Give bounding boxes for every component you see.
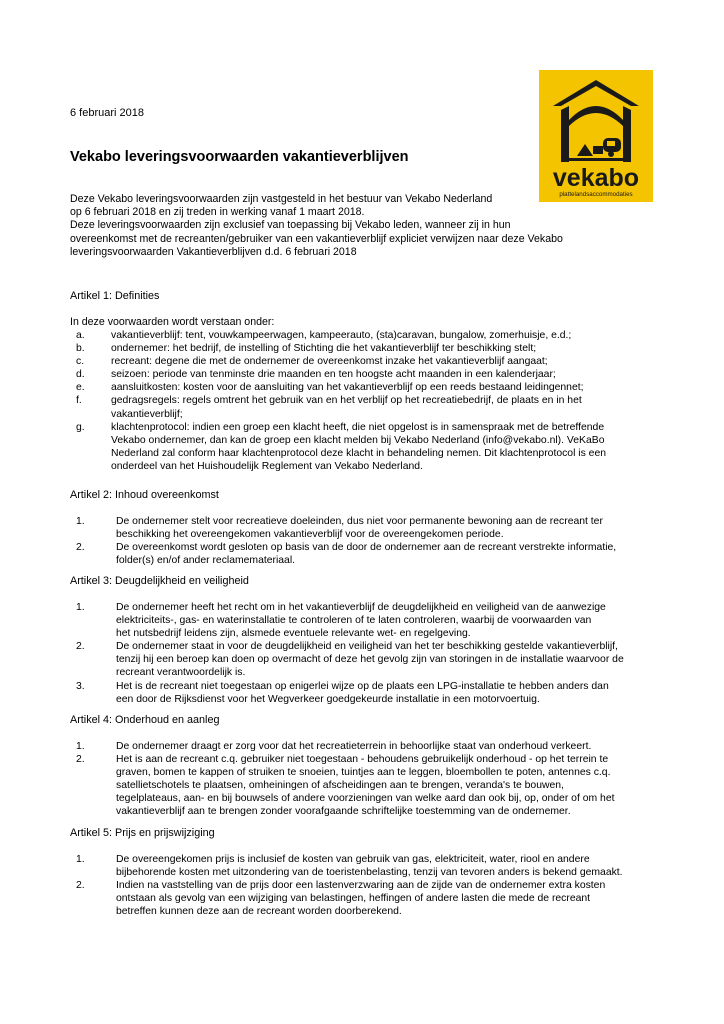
intro-line: Deze Vekabo leveringsvoorwaarden zijn vastgesteld in het bestuur van Vekabo Nederland (70, 193, 493, 205)
definition-line: vakantieverblijf: tent, vouwkampeerwagen, kampeerauto, (sta)caravan, bungalow, zomerhuisje, e.d.; (111, 330, 572, 341)
logo-brand: vekabo (552, 164, 640, 192)
item-line: een door de Rijksdienst voor het Wegverkeer goedgekeurde installatie in een motorvoertuig. (116, 693, 540, 705)
intro-line: Deze leveringsvoorwaarden zijn exclusief van toepassing bij Vekabo leden, wanneer zij in hun (70, 219, 511, 232)
definition-line: onderdeel van het Huishoudelijk Reglement van Vekabo Nederland. (111, 460, 423, 472)
definition-item (70, 381, 670, 394)
definition-letter: c. (76, 356, 85, 368)
definition-letter: b. (76, 343, 85, 355)
definition-line: Vekabo ondernemer, dan kan de groep een klacht melden bij Vekabo Nederland (info@vekabo.nl). VeKaBo (111, 434, 605, 446)
definition-letter: d. (76, 369, 85, 381)
item-line: ontstaan als gevolg van een wijziging van belastingen, heffingen of andere lasten die mede de recreant (116, 893, 591, 905)
definition-item (70, 342, 670, 355)
definition-letter: a. (76, 330, 85, 341)
logo-tagline: plattelandsaccommodaties (559, 191, 633, 198)
article-item (70, 753, 670, 818)
article-item (70, 879, 670, 918)
item-line: folder(s) en/of ander reclamemateriaal. (116, 555, 296, 567)
item-line: Indien na vaststelling van de prijs door een lastenverzwaring aan de zijde van de ondernemer extra kosten (116, 880, 606, 892)
item-number: 2. (76, 754, 85, 766)
item-number: 1. (76, 516, 85, 527)
item-line: Het is aan de recreant c.q. gebruiker niet toegestaan - behoudens gebruikelijk onderhoud - op het terrein te (116, 754, 609, 766)
vekabo-logo (539, 70, 653, 202)
definition-line: vakantieverblijf; (111, 408, 183, 420)
item-number: 3. (76, 680, 85, 692)
article-3-list (70, 601, 670, 706)
article-item (70, 515, 670, 541)
article-1-lead: In deze voorwaarden wordt verstaan onder: (70, 316, 275, 328)
article-item (70, 541, 670, 567)
intro-paragraph (70, 191, 633, 259)
item-line: De ondernemer heeft het recht om in het vakantieverblijf de deugdelijkheid en veiligheid van de aanwezige (116, 602, 606, 613)
item-line: De overeenkomst wordt gesloten op basis van de door de ondernemer aan de recreant verstrekte informatie, (116, 542, 617, 554)
item-line: De ondernemer draagt er zorg voor dat het recreatieterrein in behoorlijke staat van onderhoud verkeert. (116, 741, 592, 752)
logo-graphic (539, 70, 653, 202)
item-line: elektriciteits-, gas- en waterinstallatie te controleren of te laten controleren, waarbij de voorwaarden van (116, 615, 592, 627)
item-line: vakantieverblijf aan te brengen zonder voorafgaande schriftelijke toestemming van de ondernemer. (116, 806, 571, 818)
definition-item (70, 329, 670, 342)
definition-item (70, 355, 670, 368)
article-1-title: Artikel 1: Definities (70, 290, 160, 302)
item-line: bijbehorende kosten met uitzondering van de toeristenbelasting, tenzij van tevoren anders is bekend gemaakt. (116, 867, 623, 879)
article-5-title: Artikel 5: Prijs en prijswijziging (70, 827, 215, 839)
article-item (70, 601, 670, 640)
article-2-title: Artikel 2: Inhoud overeenkomst (70, 489, 219, 501)
item-line: Het is de recreant niet toegestaan op enigerlei wijze op de plaats een LPG-installatie te hebben anders dan (116, 680, 609, 692)
item-line: betreffen kunnen deze aan de recreant worden doorberekend. (116, 906, 402, 918)
definition-item (70, 368, 670, 381)
definition-letter: f. (76, 395, 82, 407)
definition-item (70, 421, 670, 473)
item-line: beschikking het overeengekomen vakantieverblijf voor de overeengekomen periode. (116, 529, 504, 541)
article-item (70, 640, 670, 679)
definition-line: klachtenprotocol: indien een groep een klacht heeft, die niet opgelost is in samenspraak met de betreffende (111, 421, 605, 433)
definition-line: seizoen: periode van tenminste drie maanden en ten hoogste acht maanden in een kalenderjaar; (111, 369, 556, 381)
document-title: Vekabo leveringsvoorwaarden vakantieverblijven (70, 149, 409, 165)
item-number: 2. (76, 880, 85, 892)
item-line: De overeengekomen prijs is inclusief de kosten van gebruik van gas, elektriciteit, water, riool en andere (116, 854, 590, 865)
intro-line: overeenkomst met de recreanten/gebruiker van een vakantieverblijf expliciet verwijzen naar deze Vekabo (70, 232, 563, 245)
article-item (70, 680, 670, 706)
item-line: satellietschotels te plaatsen, omheiningen of afscheidingen aan te brengen, veranda's te bouwen, (116, 780, 564, 792)
definition-line: recreant: degene die met de ondernemer de overeenkomst inzake het vakantieverblijf aangaat; (111, 356, 548, 368)
item-line: het nutsbedrijf leidens zijn, alsmede eventuele relevante wet- en regelgeving. (116, 628, 471, 640)
document-date: 6 februari 2018 (70, 107, 144, 119)
item-line: recreant verantwoordelijk is. (116, 667, 246, 679)
item-line: tegelplateaus, aan- en bij bouwsels of andere voorzieningen van welke aard dan ook bij, op, onder of om het (116, 793, 615, 805)
definition-line: Nederland zal conform haar klachtenprotocol deze klacht in behandeling nemen. Dit klachtenprotocol is een (111, 447, 607, 459)
definition-letter: e. (76, 382, 85, 394)
item-number: 2. (76, 542, 85, 554)
definition-item (70, 394, 670, 420)
article-4-title: Artikel 4: Onderhoud en aanleg (70, 714, 220, 726)
item-line: De ondernemer stelt voor recreatieve doeleinden, dus niet voor permanente bewoning aan de recreant ter (116, 516, 603, 527)
item-number: 1. (76, 854, 85, 865)
article-5-list (70, 853, 670, 918)
definition-letter: g. (76, 421, 85, 433)
article-item (70, 740, 670, 753)
item-line: graven, bomen te kappen of struiken te snoeien, tuintjes aan te leggen, bloembollen te poten, antennes c.q. (116, 767, 611, 779)
intro-line: op 6 februari 2018 en zij treden in werking vanaf 1 maart 2018. (70, 206, 365, 219)
definition-line: gedragsregels: regels omtrent het gebruik van en het verblijf op het recreatiebedrijf, de plaats en in het (111, 395, 582, 407)
article-3-title: Artikel 3: Deugdelijkheid en veiligheid (70, 575, 249, 587)
item-number: 1. (76, 602, 85, 613)
intro-line: leveringsvoorwaarden Vakantieverblijven d.d. 6 februari 2018 (70, 245, 357, 258)
item-line: De ondernemer staat in voor de deugdelijkheid en veiligheid van het ter beschikking gestelde vakantieverblijf, (116, 641, 618, 653)
article-4-list (70, 740, 670, 819)
definition-line: ondernemer: het bedrijf, de instelling of Stichting die het vakantieverblijf ter beschikking stelt; (111, 343, 537, 355)
item-line: tenzij hij een beroep kan doen op overmacht of deze het gevolg zijn van storingen in de installatie waarvoor de (116, 654, 624, 666)
definition-line: aansluitkosten: kosten voor de aansluiting van het vakantieverblijf op een reeds bestaand leidingennet; (111, 382, 584, 394)
article-1-definitions (70, 329, 670, 473)
article-2-list (70, 515, 670, 567)
item-number: 1. (76, 741, 85, 752)
item-number: 2. (76, 641, 85, 653)
article-item (70, 853, 670, 879)
